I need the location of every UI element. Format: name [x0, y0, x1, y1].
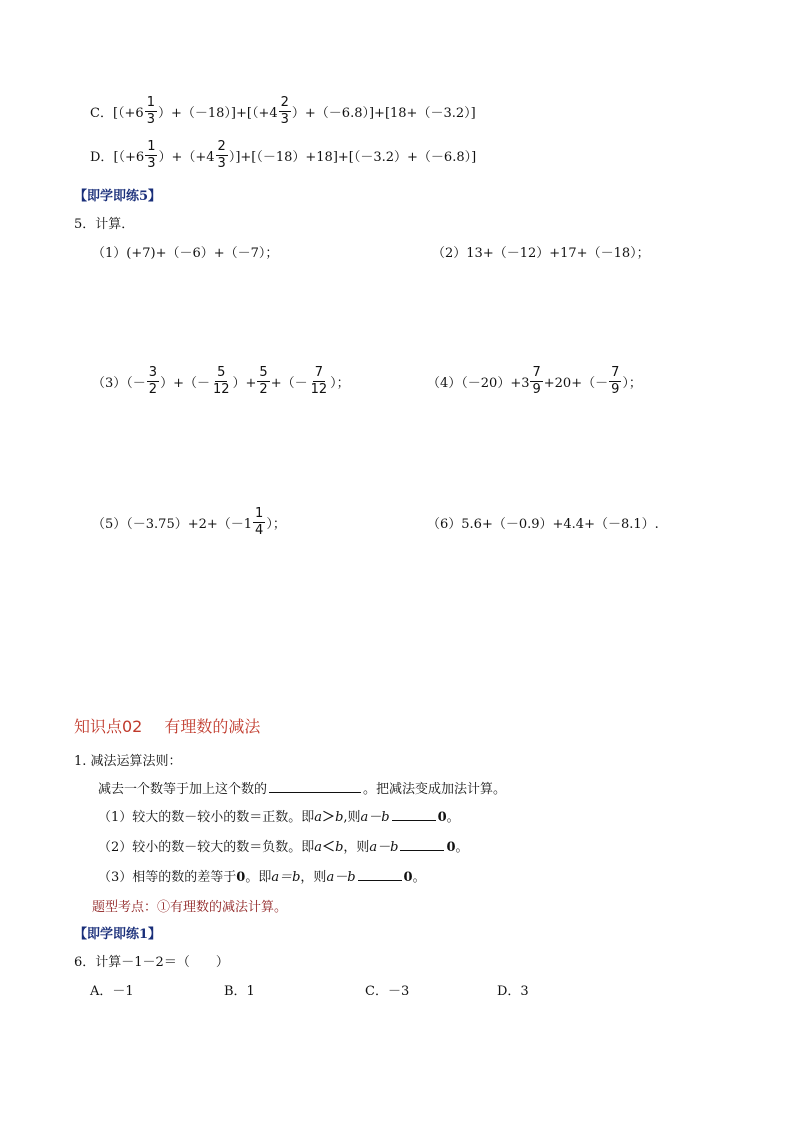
numerator: 5 — [217, 365, 226, 380]
section-code: 知识点02 — [74, 717, 143, 736]
denominator: 9 — [611, 381, 620, 397]
numerator: 7 — [314, 365, 324, 380]
denominator: 12 — [212, 381, 230, 397]
expr-text: +（－ — [270, 375, 308, 391]
fraction — [216, 140, 228, 170]
expr-a-minus-b: a－b — [369, 840, 399, 855]
rule-text: ，则 — [343, 840, 370, 855]
question-5-part-5 — [92, 507, 286, 537]
question-5-part-1: （1）(+7)+（－6）+（－7）； — [92, 246, 279, 261]
fraction — [211, 366, 232, 396]
rule-1 — [98, 806, 460, 825]
expr-text: （4）（－20）+3 — [427, 375, 530, 391]
rule-text: ,则 — [343, 810, 361, 825]
numerator: 2 — [280, 95, 289, 110]
rule-text: （3）相等的数的差等于 — [98, 870, 237, 885]
answer-blank[interactable] — [392, 808, 436, 821]
practice-heading-5: 【即学即练5】 — [74, 189, 162, 204]
q6-option-d[interactable]: D．3 — [497, 984, 529, 999]
rule-intro-text-end: 。把减法变成加法计算。 — [363, 782, 507, 797]
q6-option-a[interactable]: A．－1 — [90, 984, 134, 999]
expr-text: （5）（－3.75）+2+（－1 — [92, 516, 253, 532]
question-5-part-4 — [427, 366, 642, 396]
numerator: 7 — [532, 365, 541, 380]
less-than: ＜ — [322, 840, 336, 855]
section-title — [74, 714, 260, 737]
question-6-stem: 6．计算－1－2＝（ ） — [74, 955, 229, 970]
rule-3 — [98, 866, 426, 885]
question-5-stem: 5．计算． — [74, 217, 135, 232]
rule-text: 。 — [455, 840, 469, 855]
answer-blank[interactable] — [269, 780, 361, 793]
rule-heading: 1. 减法运算法则： — [74, 754, 182, 769]
fraction — [257, 366, 269, 396]
denominator: 2 — [148, 381, 158, 397]
denominator: 3 — [147, 155, 156, 171]
var-b: b — [335, 810, 344, 825]
denominator: 4 — [255, 522, 264, 538]
option-d-part1: [（+6 — [113, 149, 145, 165]
denominator: 2 — [259, 381, 268, 397]
fraction — [609, 366, 621, 396]
option-d-part2: ）+（+4 — [158, 149, 215, 165]
question-5-part-2: （2）13+（－12）+17+（－18）； — [432, 246, 650, 261]
rule-intro-text: 减去一个数等于加上这个数的 — [98, 782, 268, 797]
denominator: 3 — [146, 111, 155, 127]
answer-blank[interactable] — [400, 838, 444, 851]
fraction — [253, 507, 265, 537]
numerator: 1 — [146, 95, 155, 110]
expr-text: ）； — [330, 375, 350, 391]
zero: 0 — [403, 870, 413, 885]
zero: 0 — [437, 810, 447, 825]
expr-a-equals-b: a＝b — [271, 870, 301, 885]
option-c-part1: [（+6 — [112, 105, 144, 121]
expr-a-minus-b: a－b — [360, 810, 390, 825]
greater-than: ＞ — [322, 810, 336, 825]
var-b: b — [335, 840, 344, 855]
q6-option-b[interactable]: B．1 — [224, 984, 255, 999]
option-c — [90, 96, 476, 126]
expr-text: +20+（－ — [543, 375, 609, 391]
denominator: 3 — [217, 155, 226, 171]
expr-a-minus-b: a－b — [326, 870, 356, 885]
rule-2 — [98, 836, 469, 855]
expr-text: （3）（－ — [92, 375, 146, 391]
zero: 0 — [446, 840, 456, 855]
option-d-label: D． — [90, 149, 114, 165]
practice-heading-1: 【即学即练1】 — [74, 927, 162, 942]
denominator: 3 — [280, 111, 289, 127]
fraction — [279, 96, 291, 126]
rule-text: ，则 — [300, 870, 327, 885]
numerator: 2 — [217, 139, 226, 154]
expr-text: ）； — [266, 516, 286, 532]
fraction — [530, 366, 542, 396]
question-5-part-6: （6）5.6+（－0.9）+4.4+（－8.1）. — [427, 517, 659, 532]
option-c-part2: ）+（－18）]+[（+4 — [157, 105, 278, 121]
fraction — [147, 366, 159, 396]
rule-text: 。 — [412, 870, 426, 885]
section-name: 有理数的减法 — [164, 717, 261, 736]
var-a: a — [314, 840, 323, 855]
rule-text: （1）较大的数－较小的数＝正数。即 — [98, 810, 315, 825]
zero: 0 — [236, 870, 246, 885]
expr-text: ）+（－ — [160, 375, 210, 391]
rule-text: 。 — [446, 810, 460, 825]
option-d — [90, 140, 476, 170]
answer-blank[interactable] — [358, 868, 402, 881]
numerator: 7 — [611, 365, 620, 380]
var-a: a — [314, 810, 323, 825]
topic-note: 题型考点：①有理数的减法计算。 — [92, 900, 288, 915]
fraction — [309, 366, 330, 396]
rule-text: 。即 — [245, 870, 272, 885]
numerator: 1 — [147, 139, 156, 154]
option-d-part3: ）]+[（－18）+18]+[（－3.2）+（－6.8）] — [228, 149, 477, 165]
fraction — [145, 96, 157, 126]
rule-text: （2）较小的数－较大的数＝负数。即 — [98, 840, 315, 855]
expr-text: ）； — [622, 375, 642, 391]
numerator: 3 — [148, 365, 158, 380]
denominator: 12 — [310, 381, 328, 397]
question-5-part-3 — [92, 366, 350, 396]
expr-text: ）+ — [232, 375, 257, 391]
option-c-part3: ）+（－6.8）]+[18+（－3.2）] — [291, 105, 476, 121]
denominator: 9 — [532, 381, 541, 397]
numerator: 5 — [259, 365, 268, 380]
numerator: 1 — [255, 506, 264, 521]
option-c-label: C． — [90, 105, 113, 121]
fraction — [145, 140, 157, 170]
q6-option-c[interactable]: C．－3 — [365, 984, 410, 999]
rule-intro — [98, 778, 506, 797]
